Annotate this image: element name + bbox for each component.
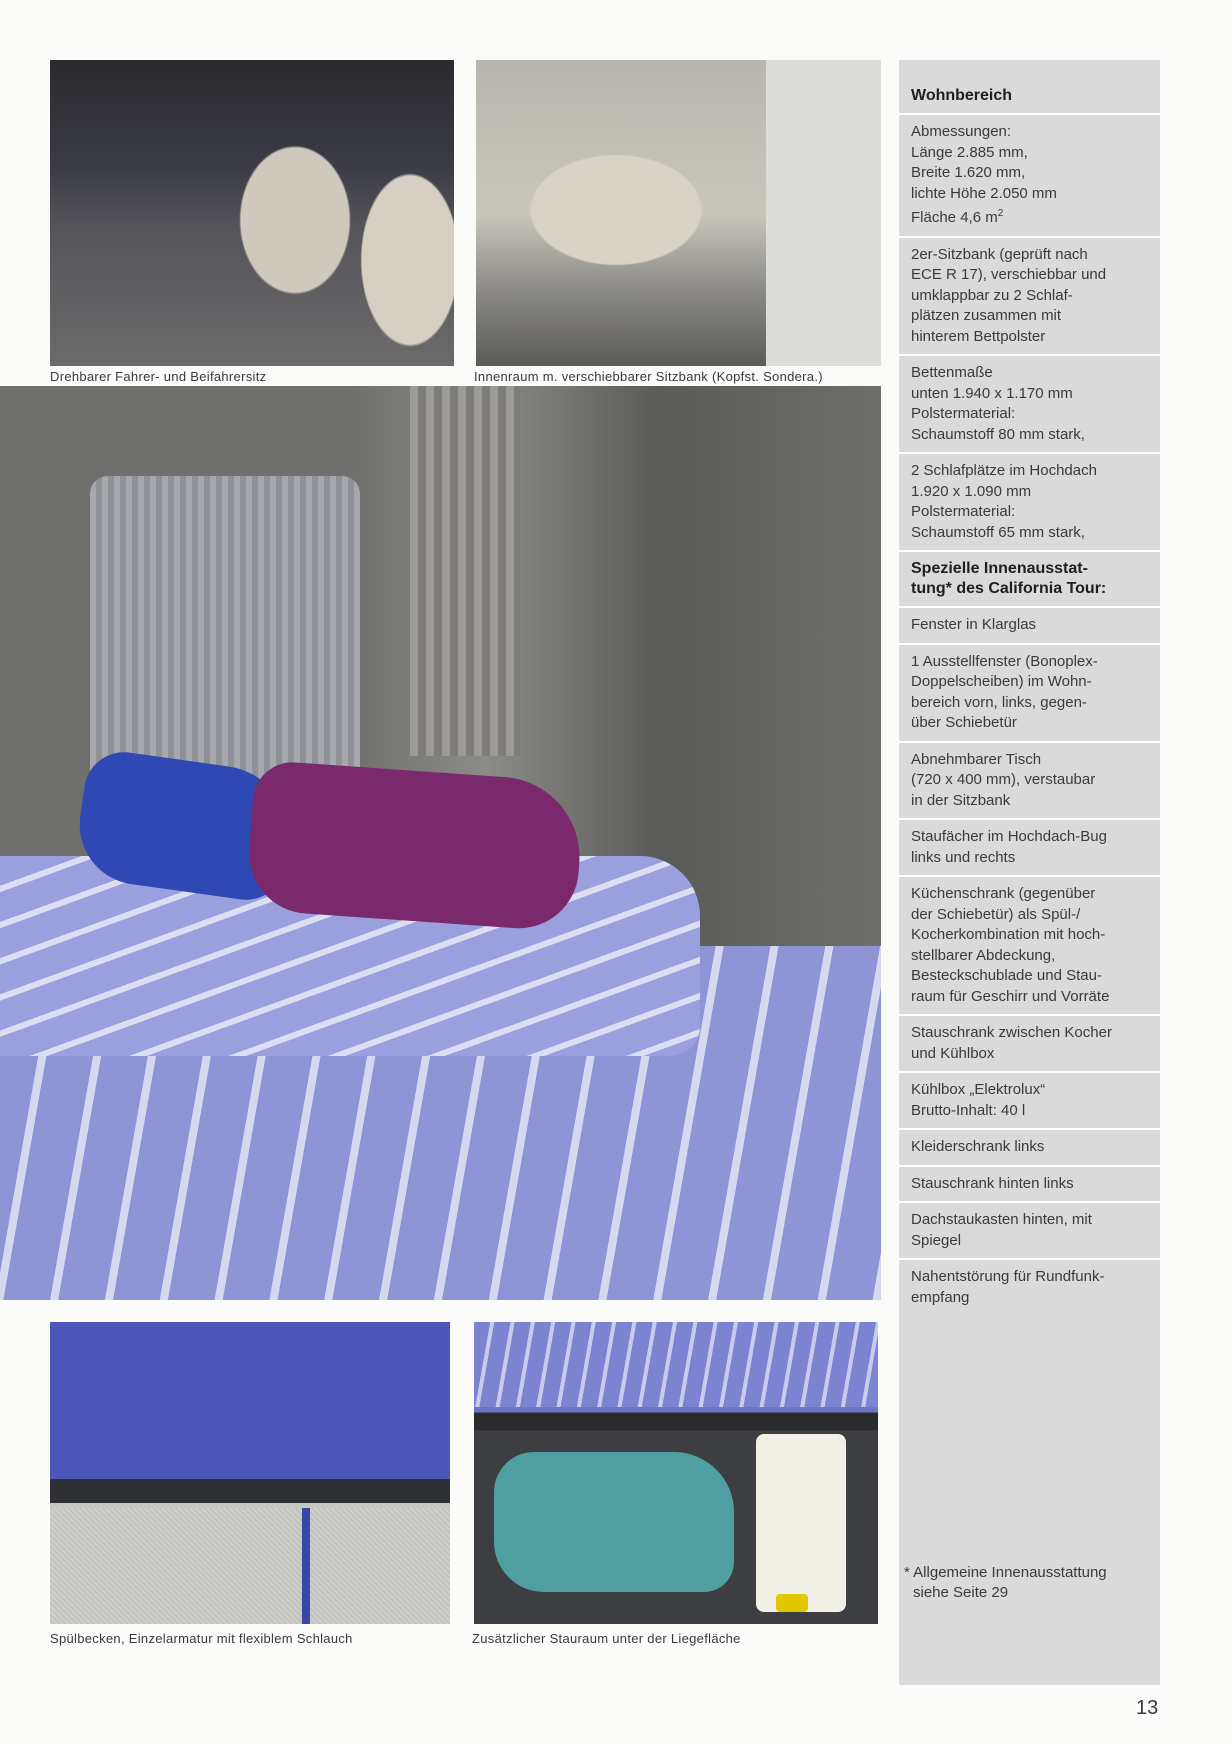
equipment-list bbox=[911, 606, 1154, 1308]
equipment-item-line: Besteckschublade und Stau- bbox=[911, 967, 1102, 984]
caption-seats: Drehbarer Fahrer- und Beifahrersitz bbox=[50, 369, 267, 384]
equipment-item bbox=[911, 750, 1154, 812]
equipment-item-line: und Kühlbox bbox=[911, 1044, 995, 1062]
bed-sizes-line: Bettenmaße bbox=[911, 364, 993, 381]
divider bbox=[899, 236, 1160, 238]
bed-sizes-line: Schaumstoff 80 mm stark, bbox=[911, 425, 1085, 443]
photo-sink-divider bbox=[302, 1508, 310, 1624]
equipment-item-line: Nahentstörung für Rundfunk- bbox=[911, 1268, 1105, 1285]
equipment-item-line: Kleiderschrank links bbox=[911, 1138, 1045, 1155]
photo-bed-interior bbox=[0, 386, 881, 1300]
roof-beds-block bbox=[911, 461, 1154, 543]
divider bbox=[899, 1014, 1160, 1016]
footnote-line: * Allgemeine Innenausstattung bbox=[904, 1564, 1107, 1581]
caption-sink: Spülbecken, Einzelarmatur mit flexiblem Schlauch bbox=[50, 1631, 353, 1646]
divider bbox=[899, 354, 1160, 356]
caption-storage: Zusätzlicher Stauraum unter der Liegefläche bbox=[472, 1631, 741, 1646]
equipment-item-line: links und rechts bbox=[911, 848, 1016, 866]
equipment-item-line: Dachstaukasten hinten, mit bbox=[911, 1211, 1092, 1228]
bench-line: umklappbar zu 2 Schlaf- bbox=[911, 286, 1073, 304]
divider bbox=[899, 606, 1160, 608]
equipment-item-line: (720 x 400 mm), verstaubar bbox=[911, 771, 1096, 788]
dimension-width: Breite 1.620 mm, bbox=[911, 164, 1026, 181]
equipment-item bbox=[911, 1023, 1154, 1064]
dimension-length: Länge 2.885 mm, bbox=[911, 143, 1028, 161]
bed-sizes-line: Polstermaterial: bbox=[911, 405, 1016, 422]
equipment-item bbox=[911, 1267, 1154, 1308]
equipment-item bbox=[911, 1174, 1154, 1195]
photo-storage-bag bbox=[494, 1452, 734, 1592]
equipment-item bbox=[911, 884, 1154, 1007]
equipment-item bbox=[911, 827, 1154, 868]
equipment-item bbox=[911, 1080, 1154, 1121]
equipment-item-line: stellbarer Abdeckung, bbox=[911, 946, 1056, 964]
equipment-item-line: Abnehmbarer Tisch bbox=[911, 750, 1042, 768]
roof-beds-line: 2 Schlafplätze im Hochdach bbox=[911, 462, 1097, 479]
divider bbox=[899, 1201, 1160, 1203]
divider bbox=[899, 550, 1160, 552]
bench-line: 2er-Sitzbank (geprüft nach bbox=[911, 245, 1088, 263]
equipment-item-line: Stauschrank zwischen Kocher bbox=[911, 1024, 1112, 1041]
equipment-item bbox=[911, 1137, 1154, 1158]
special-heading-line: Spezielle Innenausstat- bbox=[911, 560, 1088, 577]
photo-storage bbox=[474, 1322, 878, 1624]
special-equipment-heading bbox=[911, 559, 1154, 599]
divider bbox=[899, 643, 1160, 645]
equipment-item-line: Staufächer im Hochdach-Bug bbox=[911, 828, 1107, 845]
equipment-item bbox=[911, 1210, 1154, 1251]
photo-sink-cabinet bbox=[50, 1508, 450, 1624]
equipment-item-line: Doppelscheiben) im Wohn- bbox=[911, 673, 1092, 690]
divider bbox=[899, 1071, 1160, 1073]
bench-line: plätzen zusammen mit bbox=[911, 307, 1062, 324]
bench-block bbox=[911, 245, 1154, 348]
divider bbox=[899, 875, 1160, 877]
dimensions-block bbox=[911, 122, 1154, 229]
roof-beds-line: Schaumstoff 65 mm stark, bbox=[911, 523, 1085, 541]
divider bbox=[899, 452, 1160, 454]
photo-storage-cap bbox=[776, 1594, 808, 1612]
dimension-area-value: Fläche 4,6 m bbox=[911, 209, 998, 226]
equipment-item-line: Kühlbox „Elektrolux“ bbox=[911, 1081, 1046, 1098]
dimension-height: lichte Höhe 2.050 mm bbox=[911, 184, 1057, 202]
equipment-item bbox=[911, 652, 1154, 734]
spec-sidebar bbox=[899, 60, 1160, 1685]
divider bbox=[899, 113, 1160, 115]
equipment-item bbox=[911, 615, 1154, 636]
divider bbox=[899, 1128, 1160, 1130]
dimension-area-exponent: 2 bbox=[997, 208, 1004, 219]
bed-sizes-block bbox=[911, 363, 1154, 445]
equipment-item-line: Fenster in Klarglas bbox=[911, 616, 1037, 633]
photo-bed-curtain bbox=[410, 386, 520, 756]
divider bbox=[899, 741, 1160, 743]
equipment-item-line: bereich vorn, links, gegen- bbox=[911, 693, 1087, 711]
divider bbox=[899, 1258, 1160, 1260]
divider bbox=[899, 1165, 1160, 1167]
roof-beds-line: 1.920 x 1.090 mm bbox=[911, 482, 1032, 500]
page-number: 13 bbox=[1136, 1697, 1159, 1719]
bench-line: ECE R 17), verschiebbar und bbox=[911, 266, 1107, 283]
photo-swivel-seats bbox=[50, 60, 454, 366]
dimension-area bbox=[911, 204, 1154, 229]
section-heading: Wohnbereich bbox=[911, 87, 1013, 104]
roof-beds-line: Polstermaterial: bbox=[911, 503, 1016, 520]
photo-sink bbox=[50, 1322, 450, 1624]
equipment-item-line: über Schiebetür bbox=[911, 714, 1017, 731]
equipment-item-line: Brutto-Inhalt: 40 l bbox=[911, 1101, 1026, 1119]
equipment-item-line: in der Sitzbank bbox=[911, 791, 1011, 809]
equipment-item-line: 1 Ausstellfenster (Bonoplex- bbox=[911, 652, 1098, 670]
equipment-item-line: Küchenschrank (gegenüber bbox=[911, 885, 1096, 902]
spec-sidebar-content bbox=[911, 86, 1154, 1308]
bed-sizes-line: unten 1.940 x 1.170 mm bbox=[911, 384, 1073, 402]
photo-bed-purple-pillow bbox=[245, 760, 585, 933]
divider bbox=[899, 818, 1160, 820]
equipment-item-line: Spiegel bbox=[911, 1231, 962, 1249]
caption-bench: Innenraum m. verschiebbarer Sitzbank (Kopfst. Sondera.) bbox=[474, 369, 823, 384]
equipment-item-line: raum für Geschirr und Vorräte bbox=[911, 987, 1110, 1005]
equipment-item-line: Kocherkombination mit hoch- bbox=[911, 926, 1106, 943]
equipment-item-line: empfang bbox=[911, 1288, 970, 1306]
dimensions-label: Abmessungen: bbox=[911, 123, 1012, 140]
bench-line: hinterem Bettpolster bbox=[911, 327, 1046, 345]
equipment-item-line: der Schiebetür) als Spül-/ bbox=[911, 905, 1081, 923]
footnote-line: siehe Seite 29 bbox=[913, 1584, 1009, 1601]
footnote bbox=[904, 1563, 1154, 1603]
photo-storage-mattress bbox=[474, 1322, 878, 1407]
equipment-item-line: Stauschrank hinten links bbox=[911, 1174, 1074, 1192]
photo-storage-canister bbox=[756, 1434, 846, 1612]
photo-sliding-bench bbox=[476, 60, 881, 366]
special-heading-line: tung* des California Tour: bbox=[911, 580, 1107, 597]
